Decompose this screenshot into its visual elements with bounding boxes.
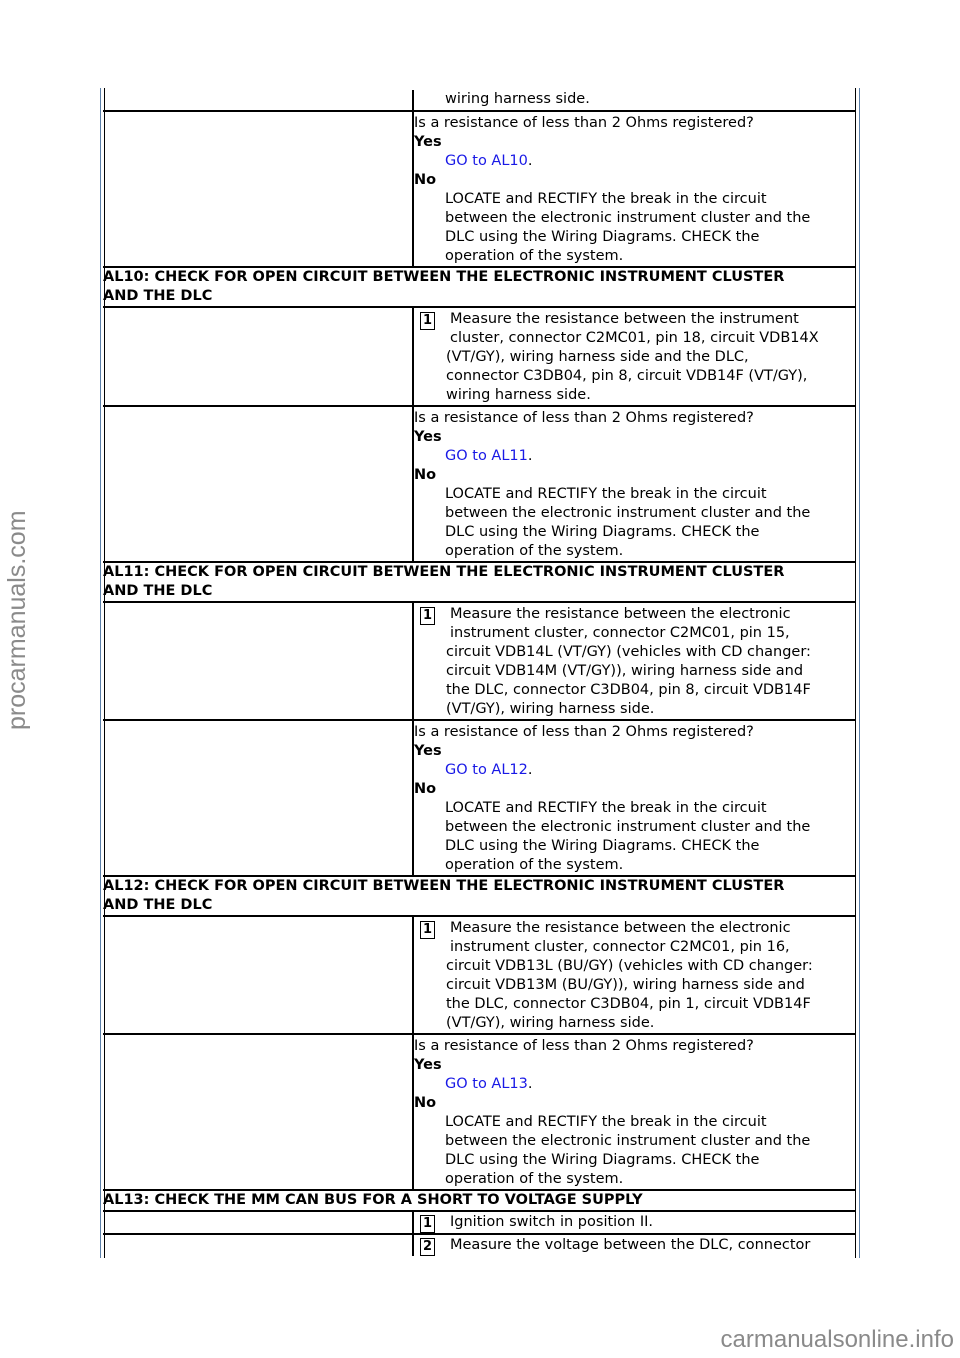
section-heading-al11: AL11: CHECK FOR OPEN CIRCUIT BETWEEN THE ELECTRONIC INSTRUMENT CLUSTER AND THE DLC bbox=[103, 562, 855, 602]
no-label: No bbox=[414, 781, 437, 797]
table-row: Is a resistance of less than 2 Ohms registered? Yes GO to AL13. No LOCATE and RECTIFY the break in the circuit between the electronic instrument cluster and the DLC using the Wiring Diagrams. CHECK the operation of the system. bbox=[103, 1034, 855, 1190]
step-text: Measure the resistance between the electronic instrument cluster, connector C2MC01, pin 15, circuit VDB14L (VT/GY) (vehicles with CD changer: circuit VDB14M (VT/GY)), wiring harness side and the DLC, connector C3DB04, pin 8, circuit VDB14F (VT/GY), wiring harness side. bbox=[446, 606, 811, 717]
step-number-badge: 1 bbox=[420, 607, 435, 625]
table-row bbox=[103, 916, 855, 1034]
table-row: Is a resistance of less than 2 Ohms registered? Yes GO to AL10. No LOCATE and RECTIFY the break in the circuit between the electronic instrument cluster and the DLC using the Wiring Diagrams. CHECK the operation of the system. bbox=[103, 111, 855, 267]
step-item bbox=[414, 917, 855, 1033]
no-action: LOCATE and RECTIFY the break in the circuit between the electronic instrument cluster and the DLC using the Wiring Diagrams. CHECK the operation of the system. bbox=[445, 1114, 811, 1187]
step-number-badge: 1 bbox=[420, 921, 435, 939]
goto-al11-link[interactable]: GO to AL11 bbox=[445, 448, 528, 464]
table-row: Is a resistance of less than 2 Ohms registered? Yes GO to AL11. No LOCATE and RECTIFY the break in the circuit between the electronic instrument cluster and the DLC using the Wiring Diagrams. CHECK the operation of the system. bbox=[103, 406, 855, 562]
table-row: Is a resistance of less than 2 Ohms registered? Yes GO to AL12. No LOCATE and RECTIFY the break in the circuit between the electronic instrument cluster and the DLC using the Wiring Diagrams. CHECK the operation of the system. bbox=[103, 720, 855, 876]
no-action: LOCATE and RECTIFY the break in the circuit between the electronic instrument cluster and the DLC using the Wiring Diagrams. CHECK the operation of the system. bbox=[445, 191, 811, 264]
yes-label: Yes bbox=[414, 134, 442, 150]
table-row bbox=[103, 307, 855, 406]
goto-al13-link[interactable]: GO to AL13 bbox=[445, 1076, 528, 1092]
step-item bbox=[414, 1212, 855, 1233]
table-row bbox=[103, 1211, 855, 1234]
step-text: Ignition switch in position II. bbox=[450, 1214, 654, 1230]
diagnostic-table bbox=[103, 90, 855, 1256]
step-text-fragment: wiring harness side. bbox=[445, 91, 590, 107]
section-heading-al13: AL13: CHECK THE MM CAN BUS FOR A SHORT TO VOLTAGE SUPPLY bbox=[103, 1190, 855, 1211]
step-item bbox=[414, 308, 855, 405]
result-question: Is a resistance of less than 2 Ohms registered? bbox=[414, 724, 754, 740]
goto-al10-link[interactable]: GO to AL10 bbox=[445, 153, 528, 169]
section-heading-al10: AL10: CHECK FOR OPEN CIRCUIT BETWEEN THE ELECTRONIC INSTRUMENT CLUSTER AND THE DLC bbox=[103, 267, 855, 307]
step-text: Measure the resistance between the instrument cluster, connector C2MC01, pin 18, circuit VDB14X (VT/GY), wiring harness side and the DLC, connector C3DB04, pin 8, circuit VDB14F (VT/GY), wiring harness side. bbox=[446, 311, 819, 403]
section-heading-row bbox=[103, 876, 855, 916]
result-question: Is a resistance of less than 2 Ohms registered? bbox=[414, 115, 754, 131]
table-row bbox=[103, 602, 855, 720]
left-margin-line-outer bbox=[100, 88, 101, 1258]
yes-label: Yes bbox=[414, 429, 442, 445]
side-watermark: procarmanuals.com bbox=[3, 510, 31, 730]
result-question: Is a resistance of less than 2 Ohms registered? bbox=[414, 1038, 754, 1054]
table-row bbox=[103, 1234, 855, 1256]
right-margin-line-outer bbox=[859, 88, 860, 1258]
step-number-badge: 1 bbox=[420, 312, 435, 330]
yes-label: Yes bbox=[414, 743, 442, 759]
no-action: LOCATE and RECTIFY the break in the circuit between the electronic instrument cluster and the DLC using the Wiring Diagrams. CHECK the operation of the system. bbox=[445, 486, 811, 559]
step-text: Measure the voltage between the DLC, connector bbox=[450, 1237, 811, 1253]
no-action: LOCATE and RECTIFY the break in the circuit between the electronic instrument cluster and the DLC using the Wiring Diagrams. CHECK the operation of the system. bbox=[445, 800, 811, 873]
yes-label: Yes bbox=[414, 1057, 442, 1073]
section-heading-al12: AL12: CHECK FOR OPEN CIRCUIT BETWEEN THE ELECTRONIC INSTRUMENT CLUSTER AND THE DLC bbox=[103, 876, 855, 916]
section-heading-row bbox=[103, 267, 855, 307]
no-label: No bbox=[414, 467, 437, 483]
step-number-badge: 1 bbox=[420, 1215, 435, 1233]
table-row bbox=[103, 90, 855, 111]
bottom-watermark: carmanualsonline.info bbox=[720, 1326, 954, 1353]
step-text: Measure the resistance between the electronic instrument cluster, connector C2MC01, pin 16, circuit VDB13L (BU/GY) (vehicles with CD changer: circuit VDB13M (BU/GY)), wiring harness side and the DLC, connector C3DB04, pin 1, circuit VDB14F (VT/GY), wiring harness side. bbox=[446, 920, 813, 1031]
step-item bbox=[414, 603, 855, 719]
result-question: Is a resistance of less than 2 Ohms registered? bbox=[414, 410, 754, 426]
section-heading-row bbox=[103, 562, 855, 602]
right-margin-line-inner bbox=[855, 88, 856, 1258]
section-heading-row bbox=[103, 1190, 855, 1211]
no-label: No bbox=[414, 1095, 437, 1111]
goto-al12-link[interactable]: GO to AL12 bbox=[445, 762, 528, 778]
step-item bbox=[414, 1235, 855, 1256]
step-number-badge: 2 bbox=[420, 1238, 435, 1256]
no-label: No bbox=[414, 172, 437, 188]
